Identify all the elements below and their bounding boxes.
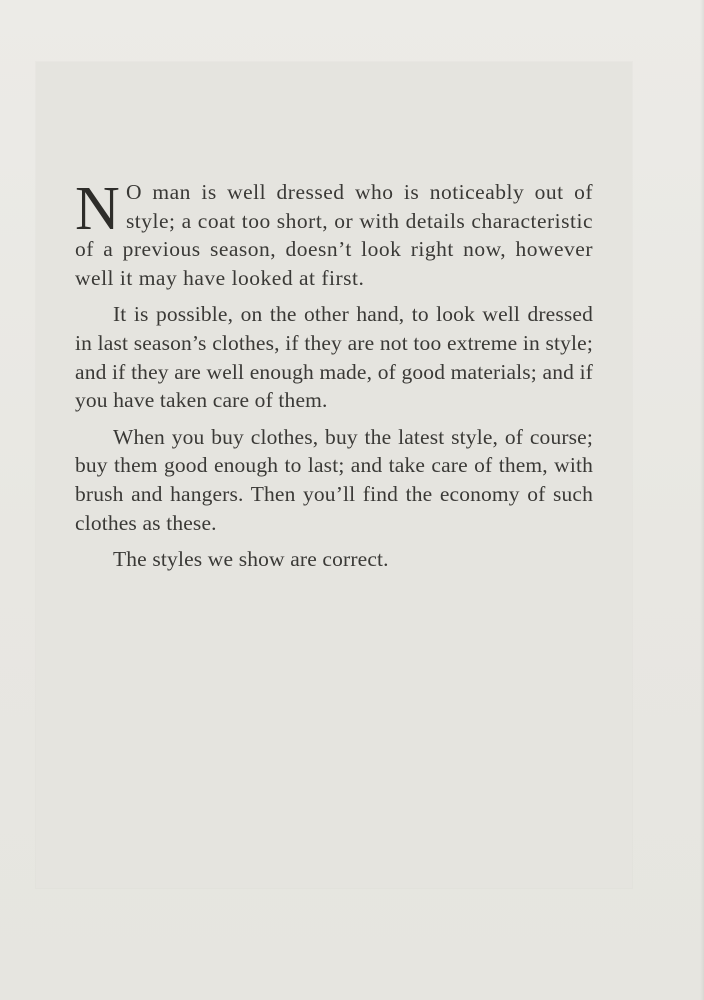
body-text (75, 175, 593, 582)
paragraph-1-text: O man is well dressed who is noticeably out of style; a coat too short, or with details characteristic of a previous season, doesn’t look right now, however well it may have looked at first. (75, 180, 593, 290)
drop-cap-initial: N (75, 175, 120, 243)
page-edge-shadow (700, 0, 704, 1000)
paragraph-1 (75, 175, 593, 292)
paragraph-2: It is possible, on the other hand, to look well dressed in last season’s clothes, if they are not too extreme in style; and if they are well enough made, of good materials; and if you have taken care of them. (75, 302, 593, 413)
paragraph-3: When you buy clothes, buy the latest style, of course; buy them good enough to last; and take care of them, with brush and hangers. Then you’ll find the economy of such clothes as these. (75, 424, 593, 535)
paragraph-4: The styles we show are correct. (113, 547, 389, 572)
